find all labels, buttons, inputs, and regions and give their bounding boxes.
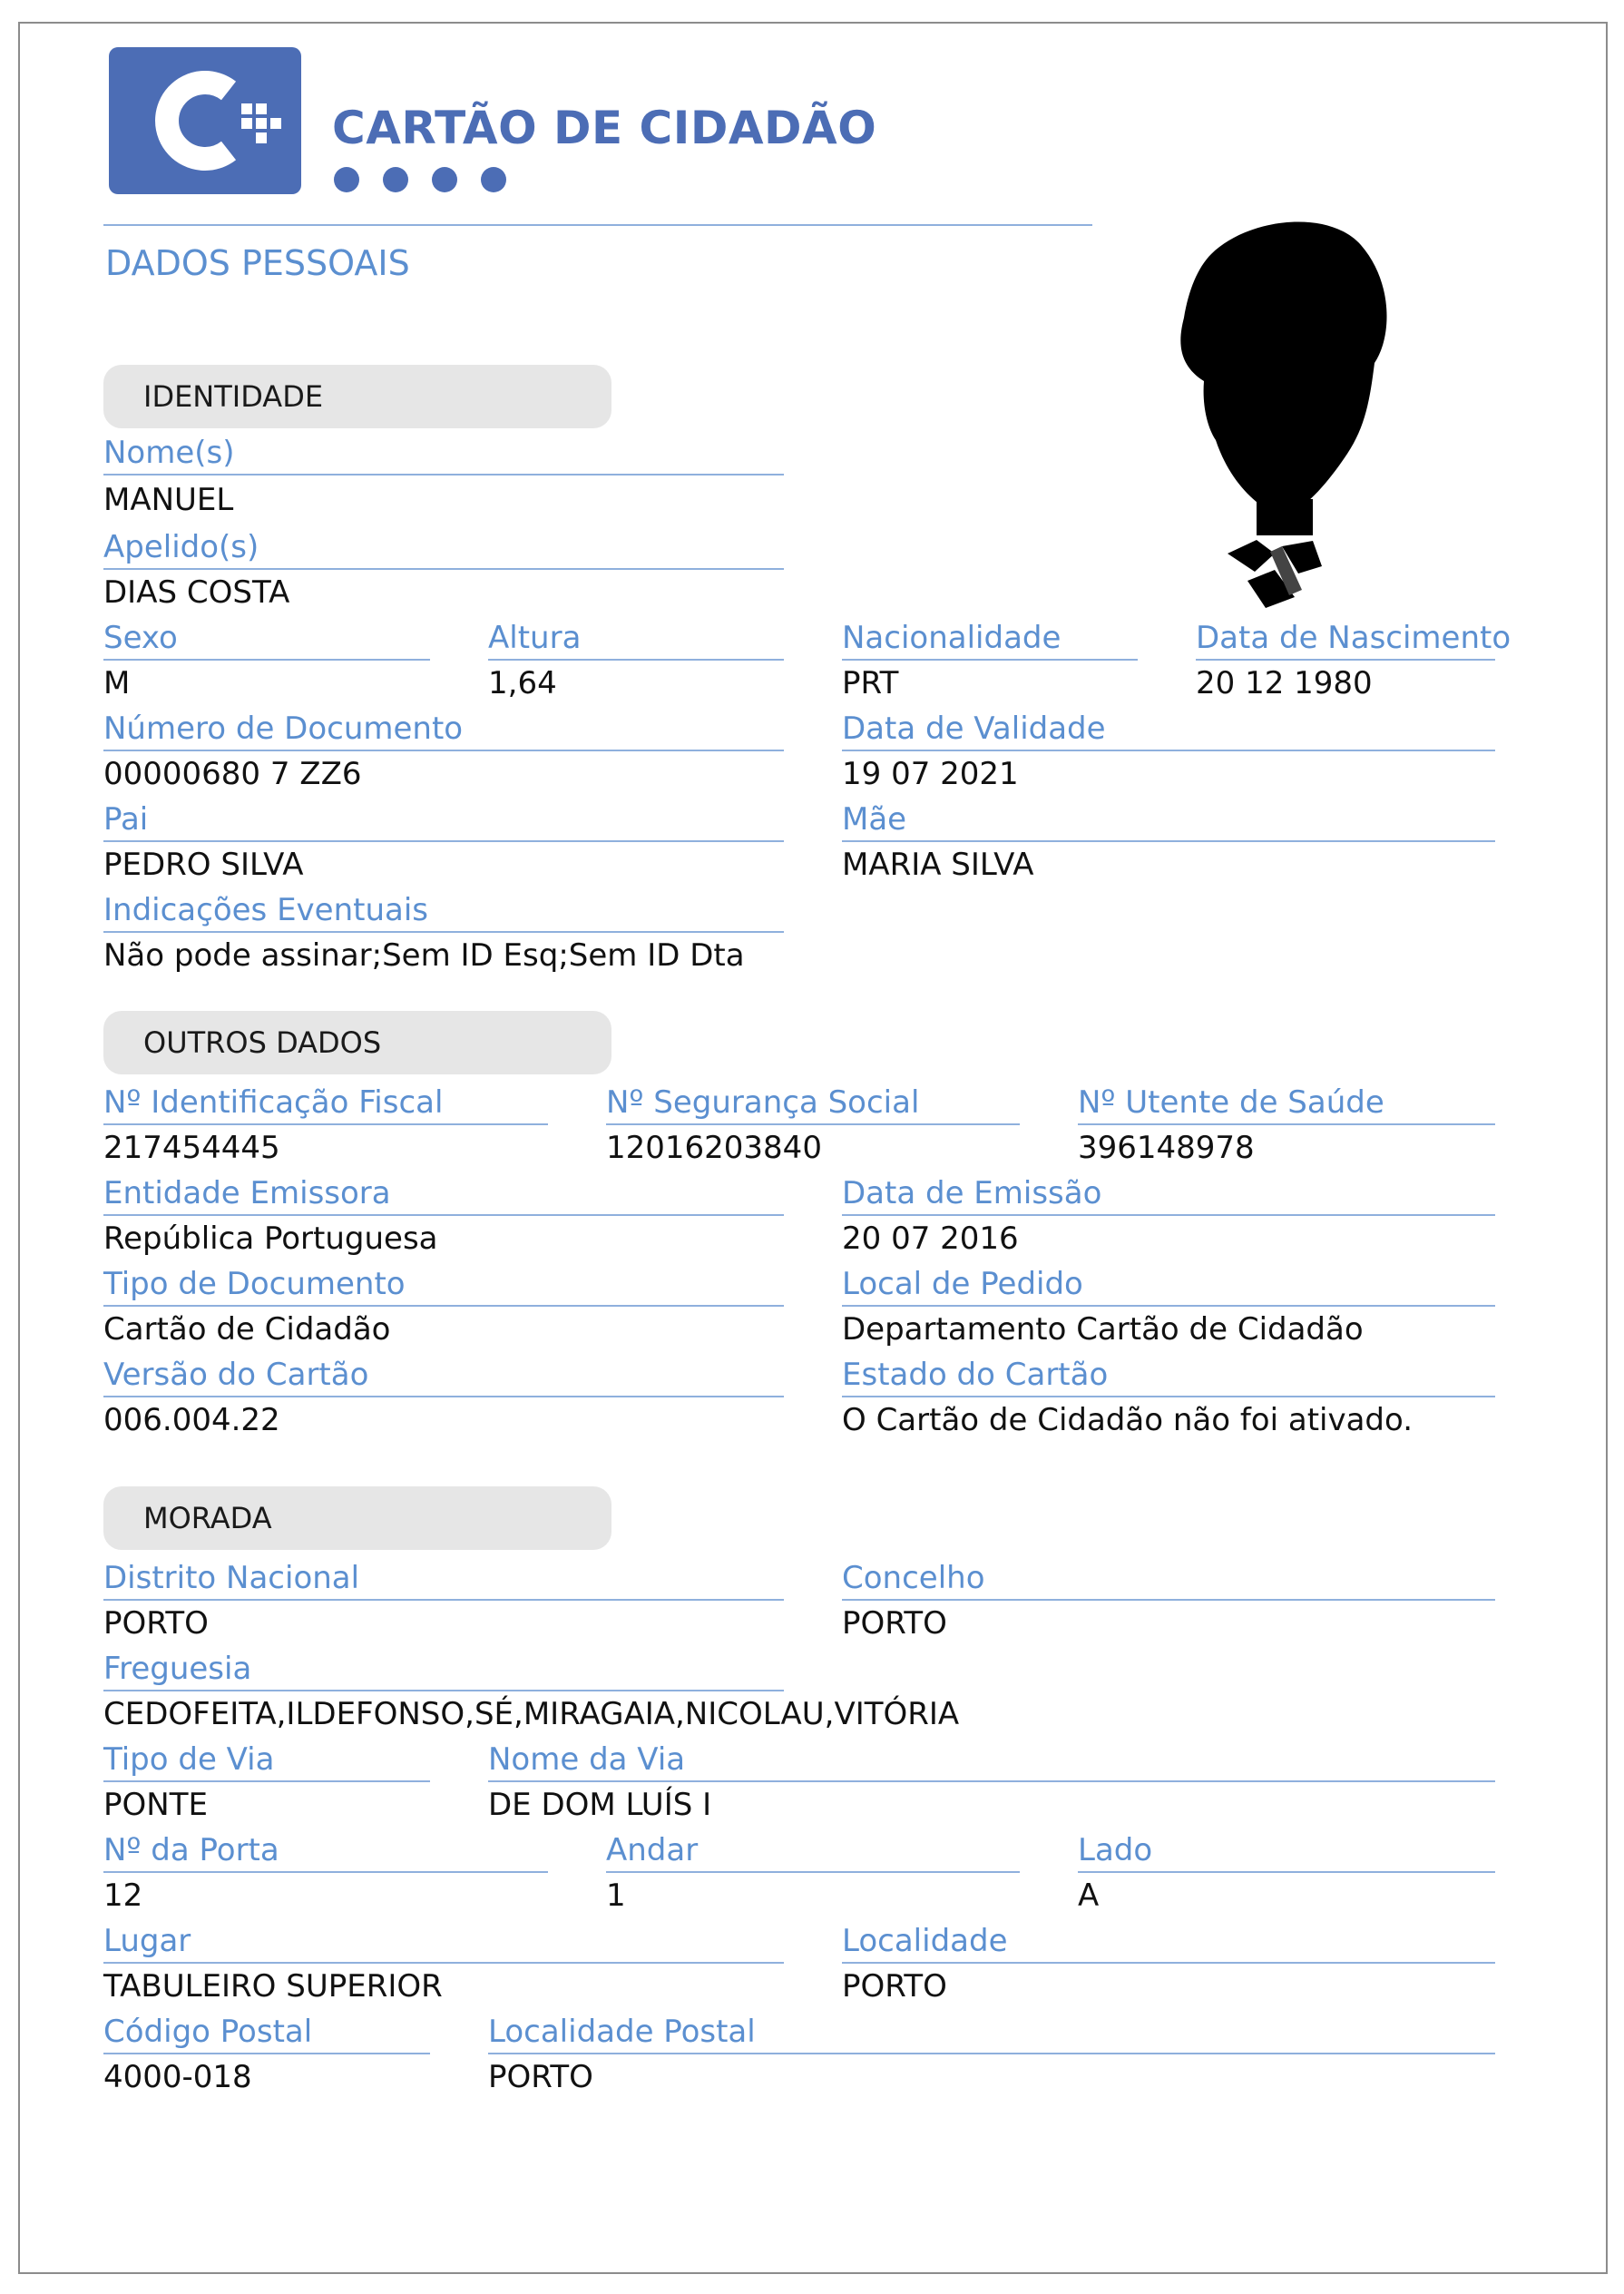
header-divider [103, 224, 1092, 226]
value-mae: MARIA SILVA [842, 847, 1034, 883]
label-indicacoes-eventuais: Indicações Eventuais [103, 891, 784, 933]
cartao-cidadao-logo [109, 47, 301, 194]
label-utente-saude: Nº Utente de Saúde [1078, 1083, 1495, 1125]
value-indicacoes-eventuais: Não pode assinar;Sem ID Esq;Sem ID Dta [103, 937, 745, 974]
brand-dots [334, 167, 530, 196]
value-lugar: TABULEIRO SUPERIOR [103, 1968, 443, 2005]
value-utente-saude: 396148978 [1078, 1130, 1255, 1166]
label-nome-via: Nome da Via [488, 1740, 1495, 1782]
page-title: DADOS PESSOAIS [105, 243, 410, 283]
label-nomes: Nome(s) [103, 434, 784, 475]
label-freguesia: Freguesia [103, 1650, 784, 1691]
section-outros-dados: OUTROS DADOS [103, 1011, 611, 1074]
value-pai: PEDRO SILVA [103, 847, 304, 883]
label-nacionalidade: Nacionalidade [842, 619, 1138, 661]
value-local-pedido: Departamento Cartão de Cidadão [842, 1311, 1364, 1348]
value-codigo-postal: 4000-018 [103, 2059, 252, 2095]
label-versao-cartao: Versão do Cartão [103, 1356, 784, 1397]
value-concelho: PORTO [842, 1605, 947, 1642]
label-lugar: Lugar [103, 1922, 784, 1964]
label-mae: Mãe [842, 800, 1495, 842]
label-codigo-postal: Código Postal [103, 2013, 430, 2054]
label-localidade-postal: Localidade Postal [488, 2013, 1495, 2054]
brand-title: CARTÃO DE CIDADÃO [332, 102, 877, 154]
value-localidade: PORTO [842, 1968, 947, 2005]
value-entidade-emissora: República Portuguesa [103, 1221, 438, 1257]
label-data-validade: Data de Validade [842, 710, 1495, 751]
label-pai: Pai [103, 800, 784, 842]
value-seguranca-social: 12016203840 [606, 1130, 822, 1166]
value-nif: 217454445 [103, 1130, 280, 1166]
label-apelidos: Apelido(s) [103, 528, 784, 570]
value-numero-porta: 12 [103, 1877, 143, 1914]
value-distrito: PORTO [103, 1605, 209, 1642]
label-local-pedido: Local de Pedido [842, 1265, 1495, 1307]
label-andar: Andar [606, 1831, 1020, 1873]
section-identidade: IDENTIDADE [103, 365, 611, 428]
value-localidade-postal: PORTO [488, 2059, 593, 2095]
label-data-emissao: Data de Emissão [842, 1174, 1495, 1216]
value-data-validade: 19 07 2021 [842, 756, 1019, 792]
value-freguesia: CEDOFEITA,ILDEFONSO,SÉ,MIRAGAIA,NICOLAU,VITÓRIA [103, 1696, 960, 1732]
label-numero-porta: Nº da Porta [103, 1831, 548, 1873]
holder-photo [1120, 209, 1429, 617]
value-data-nascimento: 20 12 1980 [1196, 665, 1373, 701]
value-lado: A [1078, 1877, 1100, 1914]
label-seguranca-social: Nº Segurança Social [606, 1083, 1020, 1125]
value-numero-documento: 00000680 7 ZZ6 [103, 756, 362, 792]
label-localidade: Localidade [842, 1922, 1495, 1964]
section-morada: MORADA [103, 1486, 611, 1550]
label-lado: Lado [1078, 1831, 1495, 1873]
label-data-nascimento: Data de Nascimento [1196, 619, 1495, 661]
value-sexo: M [103, 665, 131, 701]
value-nacionalidade: PRT [842, 665, 899, 701]
label-sexo: Sexo [103, 619, 430, 661]
value-tipo-documento: Cartão de Cidadão [103, 1311, 391, 1348]
label-entidade-emissora: Entidade Emissora [103, 1174, 784, 1216]
logo-mark-icon [109, 47, 301, 194]
value-nomes: MANUEL [103, 482, 234, 518]
value-estado-cartao: O Cartão de Cidadão não foi ativado. [842, 1402, 1414, 1438]
label-distrito: Distrito Nacional [103, 1559, 784, 1601]
label-concelho: Concelho [842, 1559, 1495, 1601]
value-data-emissao: 20 07 2016 [842, 1221, 1019, 1257]
label-estado-cartao: Estado do Cartão [842, 1356, 1495, 1397]
label-numero-documento: Número de Documento [103, 710, 784, 751]
value-nome-via: DE DOM LUÍS I [488, 1787, 712, 1823]
value-andar: 1 [606, 1877, 626, 1914]
value-versao-cartao: 006.004.22 [103, 1402, 280, 1438]
value-altura: 1,64 [488, 665, 557, 701]
label-nif: Nº Identificação Fiscal [103, 1083, 548, 1125]
label-tipo-via: Tipo de Via [103, 1740, 430, 1782]
label-tipo-documento: Tipo de Documento [103, 1265, 784, 1307]
value-apelidos: DIAS COSTA [103, 574, 290, 611]
label-altura: Altura [488, 619, 784, 661]
value-tipo-via: PONTE [103, 1787, 208, 1823]
